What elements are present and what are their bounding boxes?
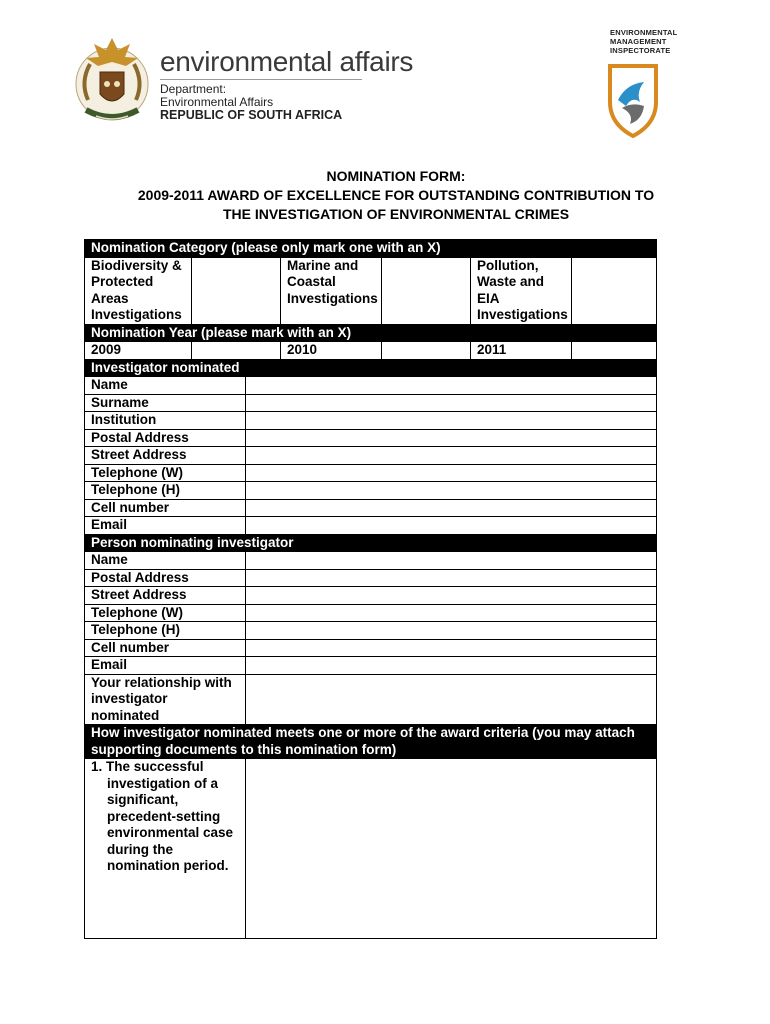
nominator-relationship-field[interactable]	[246, 674, 657, 725]
nominator-tel-h-label: Telephone (H)	[85, 622, 246, 640]
investigator-street-field[interactable]	[246, 447, 657, 465]
category-mark-biodiversity[interactable]	[192, 257, 281, 324]
category-mark-marine[interactable]	[382, 257, 471, 324]
nominator-cell-field[interactable]	[246, 639, 657, 657]
table-row	[85, 622, 657, 640]
table-row	[85, 429, 657, 447]
criteria-item-1-field[interactable]	[246, 759, 657, 939]
criteria-item-1-label: 1. The successful investigation of a significant, precedent-setting environmental case during the nomination period.	[85, 759, 246, 939]
nominator-tel-h-field[interactable]	[246, 622, 657, 640]
emi-line-1: ENVIRONMENTAL	[610, 28, 678, 37]
emi-logo-text	[610, 28, 690, 55]
investigator-tel-h-label: Telephone (H)	[85, 482, 246, 500]
investigator-surname-label: Surname	[85, 394, 246, 412]
table-row	[85, 639, 657, 657]
year-mark-2011[interactable]	[572, 342, 657, 360]
investigator-institution-field[interactable]	[246, 412, 657, 430]
investigator-name-label: Name	[85, 377, 246, 395]
table-row	[85, 499, 657, 517]
investigator-street-label: Street Address	[85, 447, 246, 465]
category-option-biodiversity: Biodiversity & Protected Areas Investigations	[85, 257, 192, 324]
table-row	[85, 569, 657, 587]
table-row	[85, 604, 657, 622]
year-header: Nomination Year (please mark with an X)	[85, 324, 657, 342]
investigator-email-label: Email	[85, 517, 246, 535]
criteria-header: How investigator nominated meets one or more of the award criteria (you may attach supporting documents to this nomination form)	[85, 725, 657, 759]
nominator-postal-field[interactable]	[246, 569, 657, 587]
nominator-email-label: Email	[85, 657, 246, 675]
header-divider	[160, 79, 362, 80]
nominator-street-field[interactable]	[246, 587, 657, 605]
category-option-pollution: Pollution, Waste and EIA Investigations	[471, 257, 572, 324]
nominator-header: Person nominating investigator	[85, 534, 657, 552]
category-header: Nomination Category (please only mark one with an X)	[85, 240, 657, 258]
nominator-tel-w-label: Telephone (W)	[85, 604, 246, 622]
table-row	[85, 517, 657, 535]
nomination-form-table	[84, 239, 656, 939]
year-option-2011: 2011	[471, 342, 572, 360]
investigator-postal-field[interactable]	[246, 429, 657, 447]
investigator-header: Investigator nominated	[85, 359, 657, 377]
country-name: REPUBLIC OF SOUTH AFRICA	[160, 108, 343, 122]
table-row	[85, 759, 657, 939]
investigator-tel-w-label: Telephone (W)	[85, 464, 246, 482]
org-name: environmental affairs	[160, 46, 414, 77]
emi-line-2: MANAGEMENT	[610, 37, 667, 46]
nominator-tel-w-field[interactable]	[246, 604, 657, 622]
emi-shield-logo	[604, 62, 662, 138]
department-name: Environmental Affairs	[160, 95, 274, 109]
nominator-name-field[interactable]	[246, 552, 657, 570]
investigator-institution-label: Institution	[85, 412, 246, 430]
year-option-2010: 2010	[281, 342, 382, 360]
nominator-relationship-label: Your relationship with investigator nominated	[85, 674, 246, 725]
year-option-2009: 2009	[85, 342, 192, 360]
table-row	[85, 447, 657, 465]
category-mark-pollution[interactable]	[572, 257, 657, 324]
table-row	[85, 657, 657, 675]
nominator-email-field[interactable]	[246, 657, 657, 675]
table-row	[85, 394, 657, 412]
investigator-cell-label: Cell number	[85, 499, 246, 517]
department-label: Department:	[160, 82, 227, 96]
table-row	[85, 674, 657, 725]
investigator-cell-field[interactable]	[246, 499, 657, 517]
emi-line-3: INSPECTORATE	[610, 46, 671, 55]
year-mark-2010[interactable]	[382, 342, 471, 360]
nominator-street-label: Street Address	[85, 587, 246, 605]
form-subtitle-line-1: 2009-2011 AWARD OF EXCELLENCE FOR OUTSTANDING CONTRIBUTION TO	[137, 187, 655, 203]
table-row	[85, 587, 657, 605]
table-row	[85, 552, 657, 570]
nominator-postal-label: Postal Address	[85, 569, 246, 587]
investigator-tel-h-field[interactable]	[246, 482, 657, 500]
year-mark-2009[interactable]	[192, 342, 281, 360]
nominator-cell-label: Cell number	[85, 639, 246, 657]
investigator-postal-label: Postal Address	[85, 429, 246, 447]
investigator-surname-field[interactable]	[246, 394, 657, 412]
table-row	[85, 482, 657, 500]
table-row	[85, 464, 657, 482]
category-option-marine: Marine and Coastal Investigations	[281, 257, 382, 324]
investigator-name-field[interactable]	[246, 377, 657, 395]
table-row	[85, 412, 657, 430]
table-row	[85, 377, 657, 395]
form-title: NOMINATION FORM:	[326, 168, 466, 184]
coat-of-arms-logo	[70, 32, 154, 132]
investigator-tel-w-field[interactable]	[246, 464, 657, 482]
nominator-name-label: Name	[85, 552, 246, 570]
investigator-email-field[interactable]	[246, 517, 657, 535]
form-subtitle-line-2: THE INVESTIGATION OF ENVIRONMENTAL CRIMES	[222, 206, 570, 222]
